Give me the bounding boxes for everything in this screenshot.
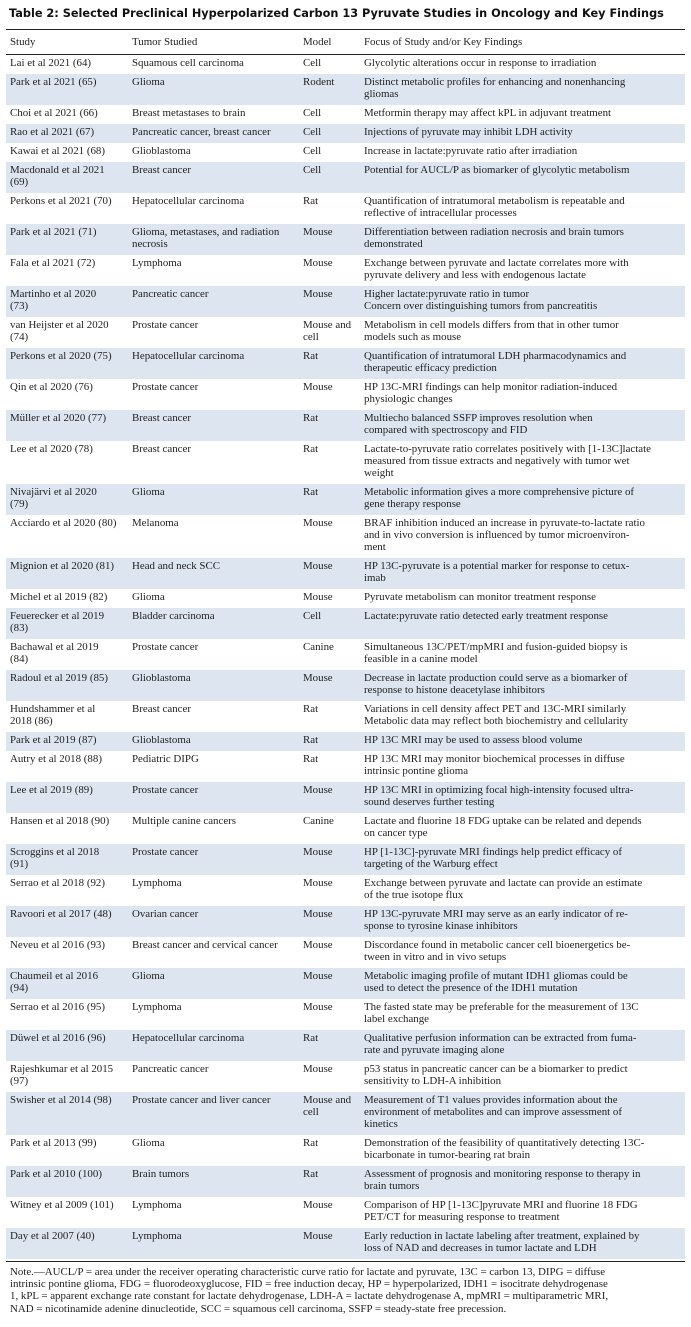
cell-study: Hundshammer et al 2018 (86) xyxy=(10,702,96,727)
cell-study: Neveu et al 2016 (93) xyxy=(10,938,105,951)
cell-model: Rat xyxy=(303,752,319,765)
cell-study: Rao et al 2021 (67) xyxy=(10,125,95,138)
cell-tumor: Glioma xyxy=(132,969,165,982)
cell-tumor: Breast cancer xyxy=(132,163,191,176)
cell-study: Swisher et al 2014 (98) xyxy=(10,1093,112,1106)
table-title: Table 2: Selected Preclinical Hyperpolarized Carbon 13 Pyruvate Studies in Oncology and Key Findings xyxy=(9,7,664,20)
cell-study: Düwel et al 2016 (96) xyxy=(10,1031,106,1044)
cell-model: Cell xyxy=(303,609,322,622)
cell-tumor: Prostate cancer xyxy=(132,845,199,858)
table-row xyxy=(6,224,685,255)
cell-focus: Simultaneous 13C/PET/mpMRI and fusion-guided biopsy is feasible in a canine model xyxy=(364,640,628,665)
cell-study: Park et al 2019 (87) xyxy=(10,733,97,746)
cell-model: Mouse xyxy=(303,380,333,393)
cell-focus: Quantification of intratumoral metabolism is repeatable and reflective of intracellular processes xyxy=(364,194,625,219)
cell-study: Rajeshkumar et al 2015 (97) xyxy=(10,1062,114,1087)
cell-tumor: Glioblastoma xyxy=(132,671,191,684)
cell-study: Park et al 2021 (71) xyxy=(10,225,97,238)
table-row xyxy=(6,608,685,639)
table-row xyxy=(6,410,685,441)
table-row xyxy=(6,74,685,105)
cell-model: Rat xyxy=(303,1136,319,1149)
cell-focus: Metformin therapy may affect kPL in adjuvant treatment xyxy=(364,106,612,119)
cell-study: Macdonald et al 2021 (69) xyxy=(10,163,105,188)
table-row xyxy=(6,701,685,732)
cell-tumor: Pancreatic cancer xyxy=(132,1062,209,1075)
cell-model: Mouse xyxy=(303,907,333,920)
cell-focus: HP 13C-pyruvate is a potential marker for response to cetux- imab xyxy=(364,559,630,584)
cell-tumor: Lymphoma xyxy=(132,1198,182,1211)
cell-focus: Decrease in lactate production could serve as a biomarker of response to histone deacetylase inhibitors xyxy=(364,671,628,696)
cell-study: Serrao et al 2016 (95) xyxy=(10,1000,105,1013)
header-model: Model xyxy=(303,36,332,48)
cell-study: Park et al 2021 (65) xyxy=(10,75,97,88)
table-row xyxy=(6,1197,685,1228)
cell-focus: HP 13C-pyruvate MRI may serve as an early indicator of re- sponse to tyrosine kinase inhibitors xyxy=(364,907,628,932)
table-row xyxy=(6,782,685,813)
table-row xyxy=(6,162,685,193)
cell-tumor: Glioblastoma xyxy=(132,144,191,157)
cell-study: Hansen et al 2018 (90) xyxy=(10,814,110,827)
cell-focus: HP 13C MRI in optimizing focal high-intensity focused ultra- sound deserves further testing xyxy=(364,783,634,808)
cell-tumor: Lymphoma xyxy=(132,1000,182,1013)
header-tumor: Tumor Studied xyxy=(132,36,198,48)
table-row xyxy=(6,937,685,968)
cell-focus: Exchange between pyruvate and lactate correlates more with pyruvate delivery and less with endogenous lactate xyxy=(364,256,629,281)
cell-focus: Demonstration of the feasibility of quantitatively detecting 13C- bicarbonate in tumor-bearing rat brain xyxy=(364,1136,645,1161)
table-row xyxy=(6,317,685,348)
cell-tumor: Hepatocellular carcinoma xyxy=(132,194,245,207)
cell-model: Mouse xyxy=(303,783,333,796)
cell-focus: HP 13C-MRI findings can help monitor radiation-induced physiologic changes xyxy=(364,380,618,405)
cell-study: Perkons et al 2020 (75) xyxy=(10,349,112,362)
header-focus: Focus of Study and/or Key Findings xyxy=(364,36,523,48)
table-row xyxy=(6,906,685,937)
cell-model: Cell xyxy=(303,125,322,138)
cell-tumor: Breast metastases to brain xyxy=(132,106,246,119)
cell-tumor: Hepatocellular carcinoma xyxy=(132,349,245,362)
cell-focus: Comparison of HP [1-13C]pyruvate MRI and fluorine 18 FDG PET/CT for measuring response to treatment xyxy=(364,1198,638,1223)
cell-tumor: Lymphoma xyxy=(132,876,182,889)
cell-tumor: Squamous cell carcinoma xyxy=(132,56,244,69)
table-row xyxy=(6,379,685,410)
cell-tumor: Brain tumors xyxy=(132,1167,190,1180)
cell-study: Müller et al 2020 (77) xyxy=(10,411,107,424)
cell-model: Mouse xyxy=(303,1000,333,1013)
cell-tumor: Glioma xyxy=(132,590,165,603)
table-row xyxy=(6,844,685,875)
cell-model: Mouse xyxy=(303,516,333,529)
table-row xyxy=(6,515,685,558)
table-row xyxy=(6,1061,685,1092)
cell-focus: Assessment of prognosis and monitoring response to therapy in brain tumors xyxy=(364,1167,641,1192)
cell-model: Rat xyxy=(303,194,319,207)
cell-focus: Quantification of intratumoral LDH pharmacodynamics and therapeutic efficacy prediction xyxy=(364,349,627,374)
cell-model: Cell xyxy=(303,106,322,119)
table-row xyxy=(6,1166,685,1197)
cell-focus: BRAF inhibition induced an increase in pyruvate-to-lactate ratio and in vivo conversion is influenced by tumor microenviron- ment xyxy=(364,516,645,553)
table-row xyxy=(6,124,685,143)
cell-model: Mouse xyxy=(303,256,333,269)
cell-tumor: Glioma, metastases, and radiation necrosis xyxy=(132,225,280,250)
cell-focus: Differentiation between radiation necrosis and brain tumors demonstrated xyxy=(364,225,624,250)
cell-focus: Qualitative perfusion information can be extracted from fuma- rate and pyruvate imaging alone xyxy=(364,1031,637,1056)
cell-tumor: Pediatric DIPG xyxy=(132,752,199,765)
cell-tumor: Pancreatic cancer xyxy=(132,287,209,300)
cell-study: Park et al 2013 (99) xyxy=(10,1136,97,1149)
cell-focus: Metabolic information gives a more comprehensive picture of gene therapy response xyxy=(364,485,635,510)
cell-tumor: Breast cancer and cervical cancer xyxy=(132,938,278,951)
cell-model: Rat xyxy=(303,702,319,715)
cell-tumor: Glioma xyxy=(132,485,165,498)
cell-focus: Glycolytic alterations occur in response to irradiation xyxy=(364,56,597,69)
cell-model: Cell xyxy=(303,56,322,69)
cell-model: Mouse xyxy=(303,287,333,300)
table-row xyxy=(6,732,685,751)
cell-tumor: Pancreatic cancer, breast cancer xyxy=(132,125,271,138)
cell-study: Choi et al 2021 (66) xyxy=(10,106,98,119)
cell-model: Mouse xyxy=(303,845,333,858)
cell-model: Mouse xyxy=(303,225,333,238)
cell-tumor: Glioma xyxy=(132,75,165,88)
table-row xyxy=(6,999,685,1030)
cell-study: Autry et al 2018 (88) xyxy=(10,752,102,765)
cell-study: Nivajärvi et al 2020 (79) xyxy=(10,485,97,510)
cell-tumor: Breast cancer xyxy=(132,442,191,455)
cell-study: Chaumeil et al 2016 (94) xyxy=(10,969,99,994)
cell-model: Rat xyxy=(303,1167,319,1180)
cell-study: Lee et al 2020 (78) xyxy=(10,442,93,455)
cell-study: Lee et al 2019 (89) xyxy=(10,783,93,796)
cell-model: Mouse xyxy=(303,1062,333,1075)
table-row xyxy=(6,143,685,162)
cell-focus: Exchange between pyruvate and lactate can provide an estimate of the true isotope flux xyxy=(364,876,643,901)
cell-model: Mouse and cell xyxy=(303,1093,352,1118)
cell-tumor: Breast cancer xyxy=(132,702,191,715)
cell-focus: Measurement of T1 values provides information about the environment of metabolites and can improve assessment of kinetics xyxy=(364,1093,622,1130)
table-row xyxy=(6,105,685,124)
cell-model: Mouse xyxy=(303,559,333,572)
cell-model: Mouse xyxy=(303,938,333,951)
cell-focus: The fasted state may be preferable for the measurement of 13C label exchange xyxy=(364,1000,639,1025)
table-row xyxy=(6,55,685,74)
cell-model: Mouse xyxy=(303,590,333,603)
cell-study: Qin et al 2020 (76) xyxy=(10,380,93,393)
cell-study: Lai et al 2021 (64) xyxy=(10,56,92,69)
table-header-row xyxy=(6,30,685,54)
cell-tumor: Glioblastoma xyxy=(132,733,191,746)
table-row xyxy=(6,670,685,701)
cell-focus: Pyruvate metabolism can monitor treatment response xyxy=(364,590,596,603)
table-row xyxy=(6,1135,685,1166)
header-study: Study xyxy=(10,36,36,48)
table-row xyxy=(6,589,685,608)
cell-tumor: Prostate cancer and liver cancer xyxy=(132,1093,271,1106)
cell-study: Kawai et al 2021 (68) xyxy=(10,144,105,157)
table-row xyxy=(6,441,685,484)
cell-study: Ravoori et al 2017 (48) xyxy=(10,907,112,920)
table-body xyxy=(6,55,685,1259)
cell-tumor: Multiple canine cancers xyxy=(132,814,237,827)
cell-study: Michel et al 2019 (82) xyxy=(10,590,108,603)
cell-model: Mouse xyxy=(303,876,333,889)
cell-focus: Higher lactate:pyruvate ratio in tumor Concern over distinguishing tumors from pancreatitis xyxy=(364,287,598,312)
cell-tumor: Hepatocellular carcinoma xyxy=(132,1031,245,1044)
cell-focus: Increase in lactate:pyruvate ratio after irradiation xyxy=(364,144,578,157)
cell-focus: HP 13C MRI may monitor biochemical processes in diffuse intrinsic pontine glioma xyxy=(364,752,625,777)
cell-study: Bachawal et al 2019 (84) xyxy=(10,640,99,665)
table-row xyxy=(6,348,685,379)
cell-focus: HP 13C MRI may be used to assess blood volume xyxy=(364,733,583,746)
cell-focus: Early reduction in lactate labeling after treatment, explained by loss of NAD and decreases in tumor lactate and LDH xyxy=(364,1229,640,1254)
table-row xyxy=(6,875,685,906)
table-row xyxy=(6,286,685,317)
cell-focus: Injections of pyruvate may inhibit LDH activity xyxy=(364,125,573,138)
table-row xyxy=(6,1228,685,1259)
cell-focus: Distinct metabolic profiles for enhancing and nonenhancing gliomas xyxy=(364,75,626,100)
cell-study: Witney et al 2009 (101) xyxy=(10,1198,114,1211)
cell-tumor: Lymphoma xyxy=(132,1229,182,1242)
cell-focus: p53 status in pancreatic cancer can be a biomarker to predict sensitivity to LDH-A inhibition xyxy=(364,1062,628,1087)
cell-tumor: Prostate cancer xyxy=(132,783,199,796)
cell-tumor: Bladder carcinoma xyxy=(132,609,215,622)
cell-tumor: Prostate cancer xyxy=(132,318,199,331)
cell-study: Serrao et al 2018 (92) xyxy=(10,876,105,889)
table-row xyxy=(6,193,685,224)
table-row xyxy=(6,1030,685,1061)
table-row xyxy=(6,813,685,844)
cell-tumor: Melanoma xyxy=(132,516,179,529)
cell-focus: Potential for AUCL/P as biomarker of glycolytic metabolism xyxy=(364,163,630,176)
cell-study: Martinho et al 2020 (73) xyxy=(10,287,97,312)
cell-focus: Metabolic imaging profile of mutant IDH1 gliomas could be used to detect the presence of the IDH1 mutation xyxy=(364,969,628,994)
cell-model: Rat xyxy=(303,349,319,362)
cell-focus: Lactate-to-pyruvate ratio correlates positively with [1-13C]lactate measured from tissue extracts and negatively with tumor wet weight xyxy=(364,442,651,479)
cell-tumor: Head and neck SCC xyxy=(132,559,221,572)
cell-study: Mignion et al 2020 (81) xyxy=(10,559,115,572)
cell-model: Mouse xyxy=(303,671,333,684)
cell-model: Rat xyxy=(303,442,319,455)
cell-model: Canine xyxy=(303,814,334,827)
cell-model: Cell xyxy=(303,144,322,157)
cell-study: Park et al 2010 (100) xyxy=(10,1167,102,1180)
cell-focus: HP [1-13C]-pyruvate MRI findings help predict efficacy of targeting of the Warburg effect xyxy=(364,845,622,870)
cell-model: Rat xyxy=(303,733,319,746)
cell-tumor: Lymphoma xyxy=(132,256,182,269)
table-row xyxy=(6,255,685,286)
cell-focus: Variations in cell density affect PET and 13C-MRI similarly Metabolic data may reflect both biochemistry and cellularity xyxy=(364,702,629,727)
cell-study: van Heijster et al 2020 (74) xyxy=(10,318,109,343)
cell-model: Mouse xyxy=(303,969,333,982)
table-row xyxy=(6,484,685,515)
cell-model: Mouse and cell xyxy=(303,318,352,343)
cell-tumor: Glioma xyxy=(132,1136,165,1149)
cell-study: Fala et al 2021 (72) xyxy=(10,256,96,269)
cell-focus: Multiecho balanced SSFP improves resolution when compared with spectroscopy and FID xyxy=(364,411,593,436)
cell-focus: Lactate and fluorine 18 FDG uptake can be related and depends on cancer type xyxy=(364,814,642,839)
table-row xyxy=(6,968,685,999)
table-row xyxy=(6,751,685,782)
table-row xyxy=(6,639,685,670)
table-row xyxy=(6,1092,685,1135)
cell-model: Rat xyxy=(303,485,319,498)
cell-focus: Discordance found in metabolic cancer cell bioenergetics be- tween in vitro and in vivo setups xyxy=(364,938,631,963)
cell-model: Canine xyxy=(303,640,334,653)
cell-study: Feuerecker et al 2019 (83) xyxy=(10,609,105,634)
table-row xyxy=(6,558,685,589)
cell-model: Rat xyxy=(303,411,319,424)
cell-model: Rat xyxy=(303,1031,319,1044)
cell-focus: Metabolism in cell models differs from that in other tumor models such as mouse xyxy=(364,318,619,343)
cell-model: Cell xyxy=(303,163,322,176)
cell-tumor: Ovarian cancer xyxy=(132,907,199,920)
cell-model: Mouse xyxy=(303,1198,333,1211)
cell-focus: Lactate:pyruvate ratio detected early treatment response xyxy=(364,609,609,622)
cell-study: Day et al 2007 (40) xyxy=(10,1229,95,1242)
cell-tumor: Prostate cancer xyxy=(132,380,199,393)
cell-model: Mouse xyxy=(303,1229,333,1242)
cell-tumor: Breast cancer xyxy=(132,411,191,424)
cell-study: Radoul et al 2019 (85) xyxy=(10,671,108,684)
cell-model: Rodent xyxy=(303,75,335,88)
cell-study: Scroggins et al 2018 (91) xyxy=(10,845,100,870)
cell-study: Acciardo et al 2020 (80) xyxy=(10,516,117,529)
cell-tumor: Prostate cancer xyxy=(132,640,199,653)
cell-study: Perkons et al 2021 (70) xyxy=(10,194,112,207)
table-note: Note.—AUCL/P = area under the receiver operating characteristic curve ratio for lactate and pyruvate, 13C = carbon 13, DIPG = diffuse intrinsic pontine glioma, FDG = fluorodeoxyglucose, FID = free induction decay, HP = hyperpolarized, IDH1 = isocitrate dehydrogenase 1, kPL = apparent exchange rate constant for lactate dehydrogenase, LDH-A = lactate dehydrogenase A, mpMRI = multiparametric MRI, NAD = nicotinamide adenine dinucleotide, SCC = squamous cell carcinoma, SSFP = steady-state free precession. xyxy=(6,1261,685,1315)
